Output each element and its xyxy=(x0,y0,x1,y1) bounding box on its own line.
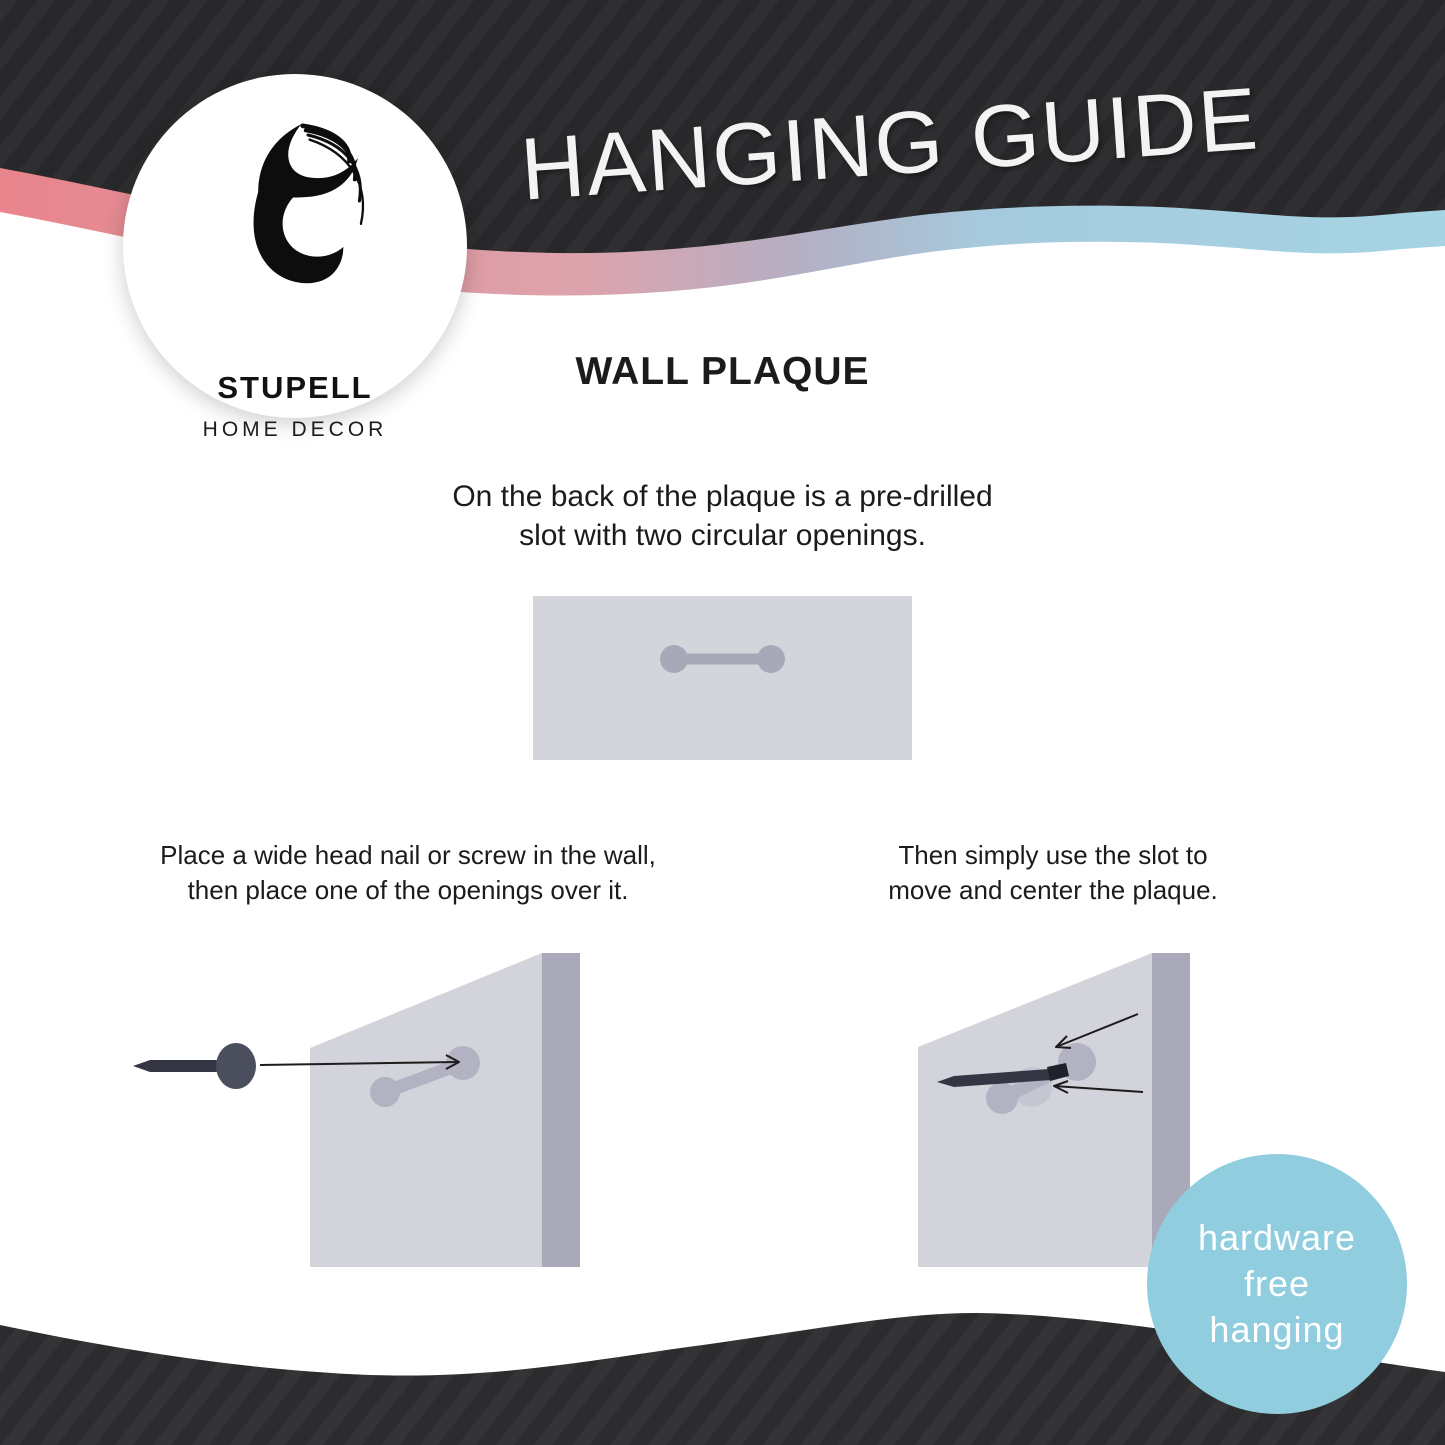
step-1-line-2: then place one of the openings over it. xyxy=(187,875,629,905)
step-1-text xyxy=(118,838,698,908)
badge-line-1: hardware xyxy=(1197,1217,1357,1258)
page-title: HANGING GUIDE xyxy=(517,68,1263,219)
step-2-line-1: Then simply use the slot to xyxy=(898,840,1208,870)
step-1-line-1: Place a wide head nail or screw in the wall, xyxy=(160,840,656,870)
wall-panel-illustration-left xyxy=(100,935,600,1280)
intro-line-2: slot with two circular openings. xyxy=(519,519,926,552)
plaque-back-illustration xyxy=(533,596,912,760)
plaque-back-panel xyxy=(533,596,912,760)
s-swoosh-icon xyxy=(217,112,373,296)
brand-tagline: HOME DECOR xyxy=(202,418,388,441)
badge-line-2: free xyxy=(1243,1263,1311,1304)
brand-name: STUPELL xyxy=(217,370,373,405)
intro-text xyxy=(0,477,1445,555)
intro-line-1: On the back of the plaque is a pre-drilled xyxy=(452,480,993,513)
panel-front-face xyxy=(310,953,542,1267)
product-type-heading: WALL PLAQUE xyxy=(575,350,870,393)
step-2-line-2: move and center the plaque. xyxy=(888,875,1218,905)
hardware-free-badge xyxy=(1147,1154,1407,1414)
nail-icon xyxy=(133,1043,256,1089)
brand-logo xyxy=(123,74,467,441)
badge-line-3: hanging xyxy=(1209,1309,1345,1350)
step-2-text xyxy=(848,838,1258,908)
panel-front-face xyxy=(918,953,1152,1267)
panel-side-edge xyxy=(542,953,580,1267)
